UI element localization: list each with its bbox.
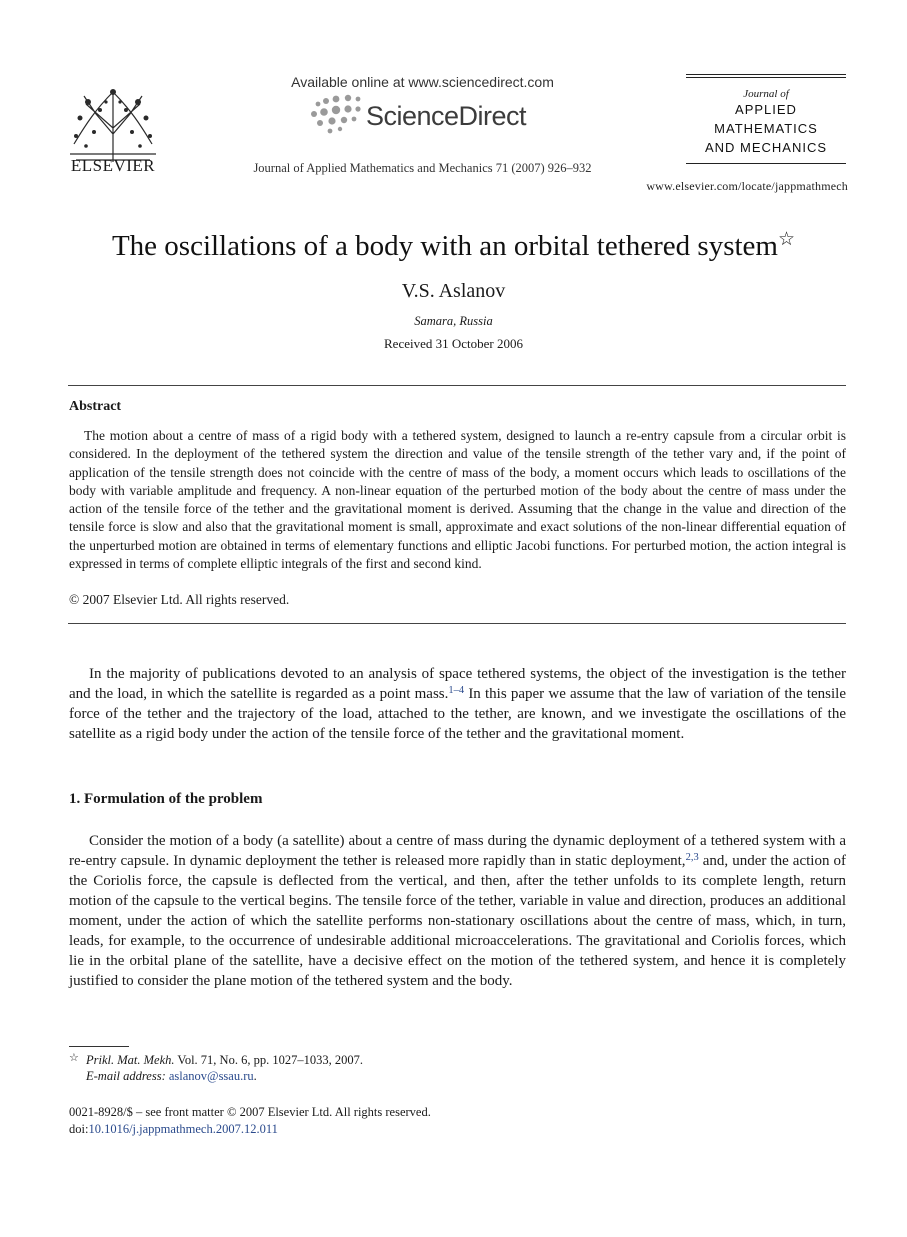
doi-link[interactable]: 10.1016/j.jappmathmech.2007.12.011 xyxy=(88,1122,278,1136)
available-online-text[interactable]: Available online at www.sciencedirect.com xyxy=(291,74,554,90)
box-rule-top xyxy=(686,74,846,75)
title-text: The oscillations of a body with an orbital tethered system xyxy=(111,230,778,262)
author-name: V.S. Aslanov xyxy=(401,280,506,302)
footnote-divider xyxy=(69,1046,129,1047)
front-matter-notice: 0021-8928/$ – see front matter © 2007 Elsevier Ltd. All rights reserved. xyxy=(69,1105,431,1119)
email-link[interactable]: aslanov@ssau.ru xyxy=(168,1069,254,1083)
footnote-star-mark: ☆ xyxy=(69,1052,79,1064)
article-title xyxy=(0,230,907,263)
citation-ref-1-4[interactable]: 1–4 xyxy=(448,685,465,696)
section-1-text-1: Consider the motion of a body (a satellite) about a centre of mass during the dynamic deployment of a tethered system with a re-entry capsule. In dynamic deployment the tether is released more rapidly than in static deployment, xyxy=(69,833,846,869)
journal-name-line-1: APPLIED xyxy=(735,102,797,117)
journal-url-link[interactable]: www.elsevier.com/locate/jappmathmech xyxy=(646,179,848,193)
footnote-original-source xyxy=(69,1052,363,1069)
abstract-heading: Abstract xyxy=(69,399,122,414)
sciencedirect-wordmark: ScienceDirect xyxy=(366,101,527,131)
intro-text-1: In the majority of publications devoted to an analysis of space tethered systems, the object of the investigation is the tether and the load, in which the satellite is regarded as a point mass. xyxy=(69,666,846,702)
doi-label: doi: xyxy=(69,1122,89,1136)
abstract-top-divider xyxy=(68,385,846,386)
author-affiliation: Samara, Russia xyxy=(414,314,493,328)
title-footnote-mark[interactable]: ☆ xyxy=(778,229,796,250)
intro-paragraph xyxy=(69,664,846,744)
journal-name-line-2: MATHEMATICS xyxy=(714,121,818,136)
box-rule-bottom xyxy=(686,163,846,164)
abstract-copyright: © 2007 Elsevier Ltd. All rights reserved. xyxy=(69,592,290,607)
journal-of-label: Journal of xyxy=(743,88,789,100)
elsevier-wordmark: ELSEVIER xyxy=(70,156,156,175)
section-1-heading: 1. Formulation of the problem xyxy=(69,791,263,807)
section-1-text-2: and, under the action of the Coriolis force, the capsule is deflected from the vertical, and then, after the tether unfolds to its complete length, return motion of the capsule to the vertical begins. The tensile force of the tether, variable in value and direction, produces an additional moment, under the action of which the satellite performs non-stationary oscillations about the centre of mass, which, in turn, leads, for example, to the occurrence of undesirable additional microaccelerations. The gravitational and Coriolis forces, which lie in the orbital plane of the satellite, have a decisive effect on the motion of the tethered system, and hence it is completely justified to consider the plane motion of the tethered system and the body. xyxy=(69,853,847,989)
box-rule-top-thin xyxy=(686,77,846,78)
citation-ref-2-3[interactable]: 2,3 xyxy=(685,852,699,863)
doi-line xyxy=(69,1121,278,1137)
intro-text-2: In this paper we assume that the law of variation of the tensile force of the tether and the trajectory of the load, attached to the tether, are known, and we investigate the oscillations of the satellite as a rigid body under the action of the tensile force of the tether and the gravitational moment. xyxy=(69,686,847,742)
section-1-paragraph xyxy=(69,831,846,991)
journal-title-box xyxy=(686,74,846,164)
journal-name-line-3: AND MECHANICS xyxy=(704,140,828,155)
email-period: . xyxy=(253,1069,257,1083)
received-date: Received 31 October 2006 xyxy=(384,336,523,351)
email-label: E-mail address: xyxy=(86,1069,166,1083)
journal-volume-info: Vol. 71, No. 6, pp. 1027–1033, 2007. xyxy=(174,1053,363,1067)
footnote-email xyxy=(86,1068,257,1084)
abstract-bottom-divider xyxy=(68,623,846,624)
journal-citation: Journal of Applied Mathematics and Mechanics 71 (2007) 926–932 xyxy=(253,161,592,175)
abstract-text: The motion about a centre of mass of a rigid body with a tethered system, designed to launch a re-entry capsule from a circular orbit is considered. In the deployment of the tethered system the direction and value of the tensile strength of the tether vary and, if the point of application of the tensile strength does not coincide with the centre of mass of the body, a moment occurs which leads to oscillations of the body with variable amplitude and frequency. A non-linear equation of the perturbed motion of the body about the centre of mass under the action of the tensile force of the tether and the gravitational moment is derived. Assuming that the change in the value and direction of the tensile force is slow and also that the gravitational moment is small, approximate and exact solutions of the non-linear differential equation of the unperturbed motion are obtained in terms of elementary functions and elliptic Jacobi functions. For perturbed motion, the action integral is expressed in terms of complete elliptic integrals of the first and second kind. xyxy=(69,428,846,572)
journal-abbrev: Prikl. Mat. Mekh. xyxy=(86,1053,175,1067)
